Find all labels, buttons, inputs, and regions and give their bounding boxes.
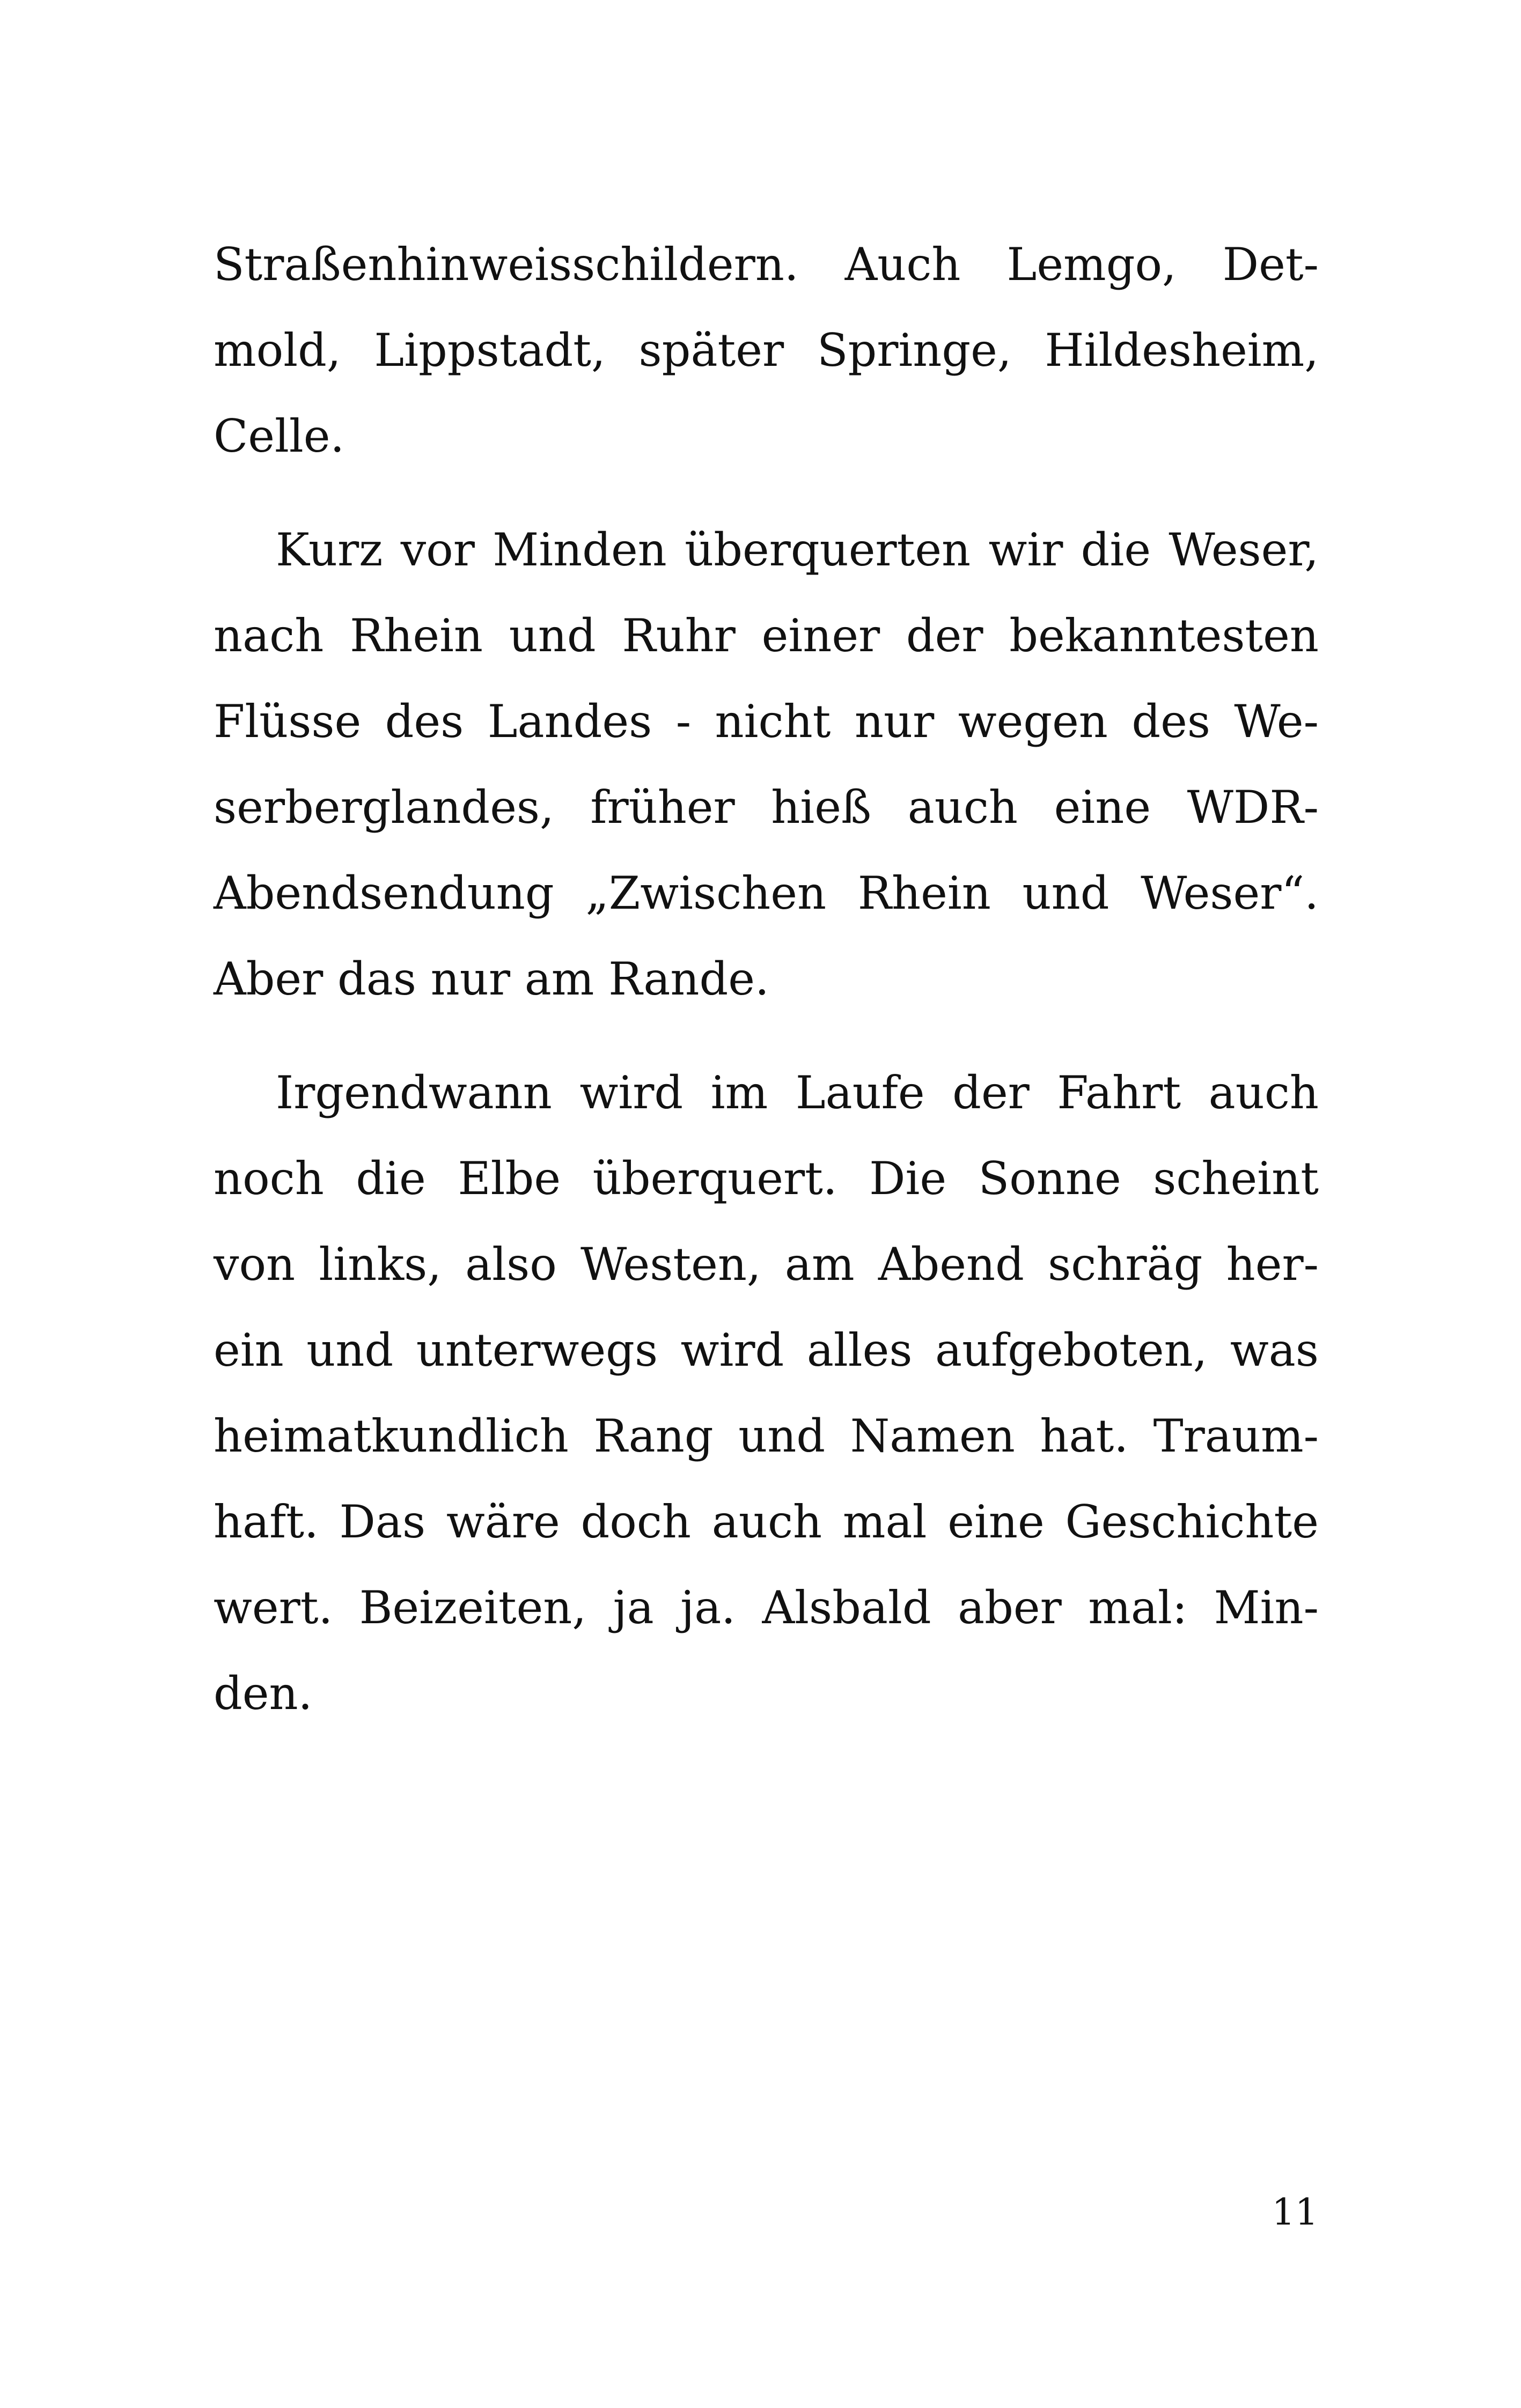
text-line: Irgendwann wird im Laufe der Fahrt auch [276, 1066, 1319, 1119]
text-line: Abendsendung „Zwischen Rhein und Weser“. [214, 867, 1319, 919]
text-line: heimatkundlich Rang und Namen hat. Traum- [214, 1410, 1319, 1462]
paragraph-3 [214, 1050, 1319, 1736]
text-line: den. [214, 1667, 313, 1720]
text-line: Kurz vor Minden überquerten wir die Weser, [276, 524, 1319, 576]
paragraph-1 [214, 222, 1319, 479]
text-line: noch die Elbe überquert. Die Sonne scheint [214, 1152, 1319, 1205]
body-text [214, 222, 1319, 1736]
text-line: nach Rhein und Ruhr einer der bekanntesten [214, 609, 1319, 662]
text-line: Straßenhinweisschildern. Auch Lemgo, Det- [214, 238, 1319, 291]
text-line: Flüsse des Landes - nicht nur wegen des We- [214, 695, 1319, 748]
text-line: von links, also Westen, am Abend schräg her- [214, 1238, 1319, 1291]
text-line: Celle. [214, 410, 345, 462]
text-line: mold, Lippstadt, später Springe, Hildesheim, [214, 324, 1319, 377]
paragraph-2 [214, 507, 1319, 1022]
text-line: haft. Das wäre doch auch mal eine Geschichte [214, 1496, 1319, 1548]
text-line: ein und unterwegs wird alles aufgeboten, was [214, 1324, 1319, 1376]
text-line: wert. Beizeiten, ja ja. Alsbald aber mal: Min- [214, 1581, 1319, 1634]
page-number: 11 [1272, 2191, 1318, 2234]
text-line: Aber das nur am Rande. [214, 953, 769, 1005]
text-line: serberglandes, früher hieß auch eine WDR- [214, 781, 1319, 834]
